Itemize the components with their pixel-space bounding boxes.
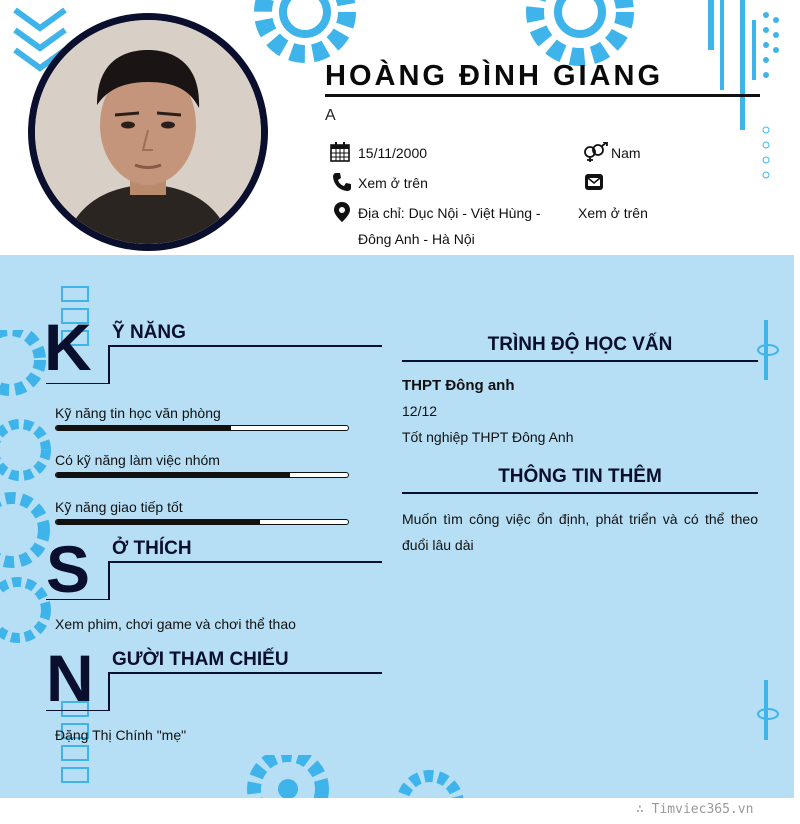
birthdate: 15/11/2000 (358, 145, 428, 161)
skills-initial: K (44, 310, 92, 384)
name-underline (325, 94, 760, 97)
skill-bar-2 (55, 472, 349, 478)
location-icon (332, 202, 352, 222)
avatar-photo (35, 20, 261, 244)
gender-icon (582, 142, 608, 162)
skill-name-3: Kỹ năng giao tiếp tốt (55, 499, 183, 515)
calendar-icon (330, 142, 350, 162)
skills-bracket-line (108, 346, 110, 384)
hobbies-title-underline (108, 561, 382, 563)
circuit-decoration-right-low (730, 680, 794, 740)
phone: Xem ở trên (358, 175, 428, 191)
address-line-2: Đông Anh - Hà Nội (358, 231, 475, 247)
references-bracket-line (108, 673, 110, 711)
gear-decoration-bottom (238, 755, 338, 798)
avatar (35, 20, 261, 244)
additional-info-title: THÔNG TIN THÊM (498, 466, 662, 487)
skill-fill-3 (56, 520, 260, 524)
email: Xem ở trên (578, 205, 648, 221)
skills-title-underline (108, 345, 382, 347)
hobbies-text: Xem phim, chơi game và chơi thể thao (55, 616, 296, 632)
address-line-1: Địa chỉ: Dục Nội - Việt Hùng - (358, 205, 541, 221)
references-title: GƯỜI THAM CHIẾU (112, 649, 289, 670)
references-bracket (46, 673, 108, 711)
skill-fill-2 (56, 473, 290, 477)
candidate-name: HOÀNG ĐÌNH GIANG (325, 60, 663, 92)
gender: Nam (611, 145, 641, 161)
hobbies-bracket-line (108, 562, 110, 600)
gear-decoration-bottom-right (390, 770, 470, 798)
education-detail: Tốt nghiệp THPT Đông Anh (402, 429, 574, 445)
job-title: A (325, 107, 336, 124)
education-title: TRÌNH ĐỘ HỌC VẤN (487, 334, 673, 355)
skill-name-1: Kỹ năng tin học văn phòng (55, 405, 221, 421)
circuit-decoration-right (700, 0, 794, 260)
education-school: THPT Đông anh (402, 377, 515, 394)
email-icon (584, 172, 604, 192)
skills-title: Ỹ NĂNG (112, 322, 186, 343)
hobbies-initial: S (46, 532, 91, 606)
education-grade: 12/12 (402, 403, 438, 419)
references-initial: N (46, 641, 94, 715)
education-title-underline (402, 360, 758, 362)
skills-bracket (46, 346, 108, 384)
references-title-underline (108, 672, 382, 674)
references-text: Đặng Thị Chính "mẹ" (55, 727, 187, 743)
hobbies-title: Ở THÍCH (112, 538, 192, 559)
hobbies-bracket (46, 562, 108, 600)
phone-icon (332, 172, 352, 192)
skill-name-2: Có kỹ năng làm việc nhóm (55, 452, 220, 468)
additional-info-line-1: Muốn tìm công việc ổn định, phát triển và có thể theo (402, 511, 758, 527)
additional-info-underline (402, 492, 758, 494)
skill-bar-1 (55, 425, 349, 431)
additional-info-line-2: đuổi lâu dài (402, 537, 474, 553)
skill-bar-3 (55, 519, 349, 525)
watermark: ∴ Timviec365.vn (636, 802, 754, 817)
skill-fill-1 (56, 426, 231, 430)
